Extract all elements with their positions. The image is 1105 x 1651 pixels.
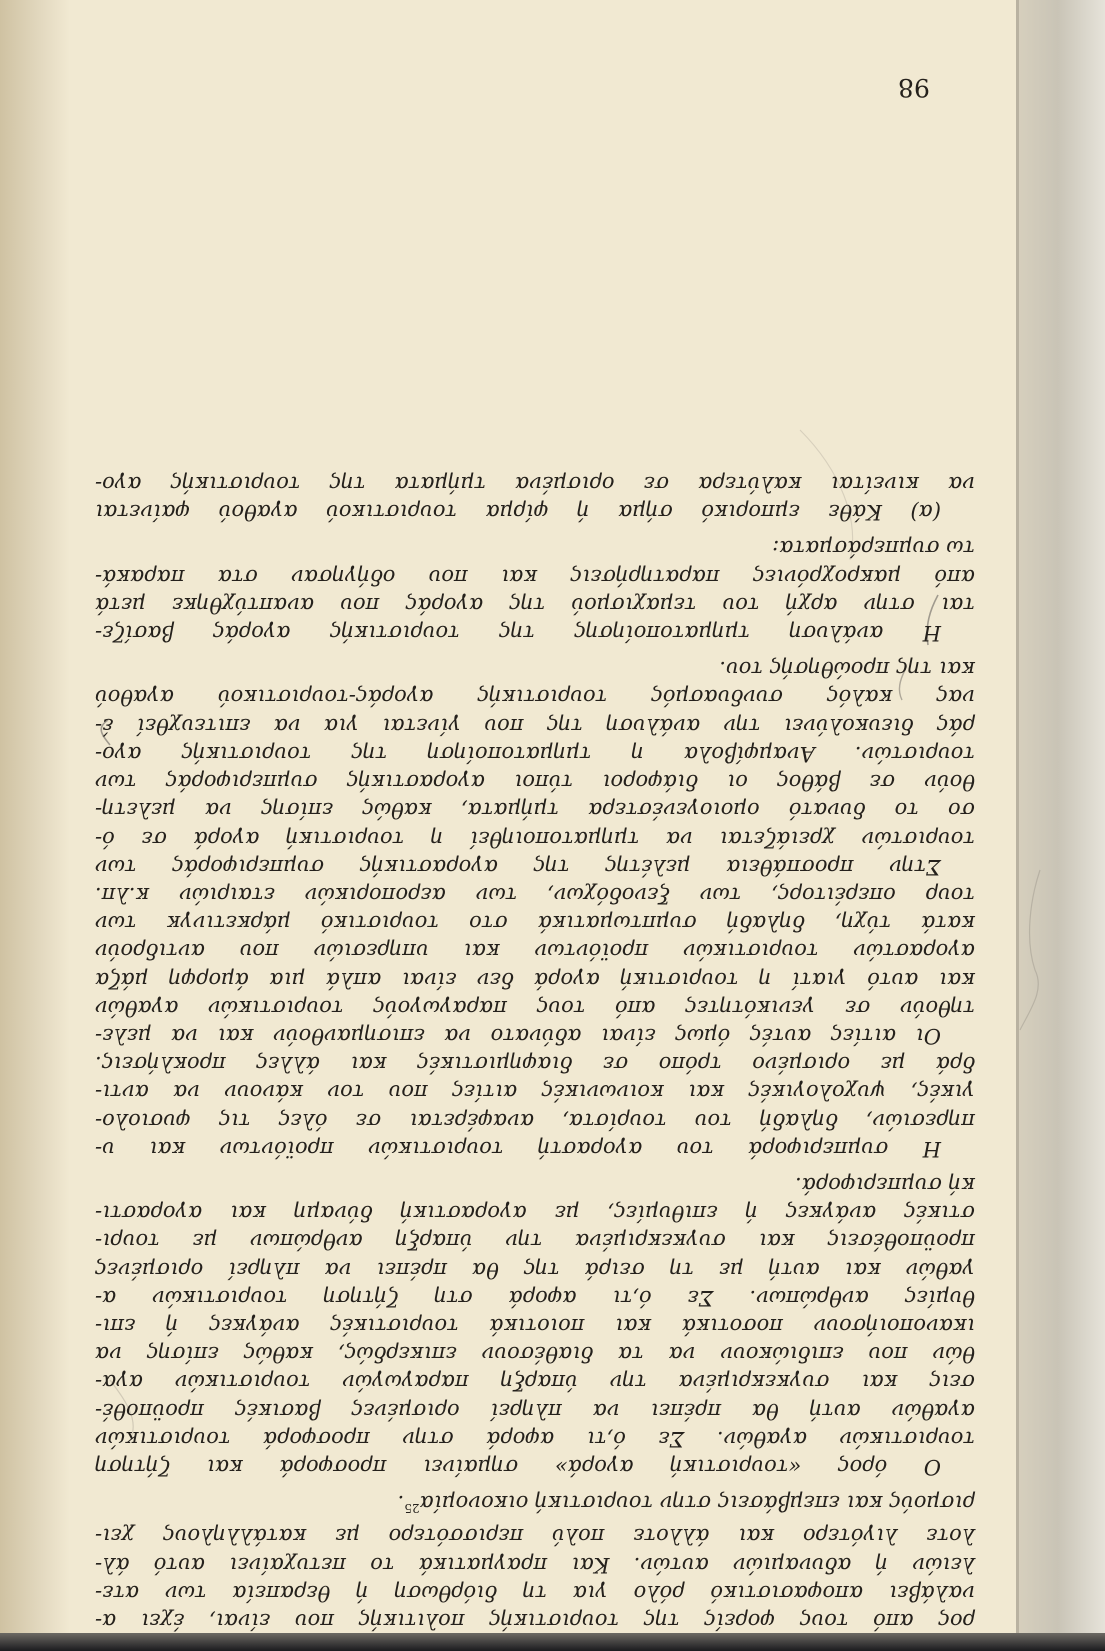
text-line-content: ρος από τους φορείς της τουριστικής πολιτικής που είναι, έχει α- [95, 1609, 975, 1633]
text-line [95, 994, 975, 1022]
text-line-content: τουρ οπερέιτορς, των ξενοδόχων, των αεροπορικών εταιριών κ.λπ. [95, 882, 975, 907]
text-line [95, 1579, 975, 1607]
text-line [95, 534, 975, 562]
text-line [95, 498, 975, 526]
text-line [95, 1135, 975, 1163]
text-line [95, 1340, 975, 1368]
text-line [95, 655, 975, 683]
text-line [95, 683, 975, 711]
text-line-content: στικές ανάγκες ή επιθυμίες, με αγοραστική δύναμη και αγοραστι- [95, 1201, 975, 1226]
text-line-content: γαθών και αυτή με τη σειρά της θα πρέπει να πληρεί ορισμένες [95, 1257, 975, 1282]
text-line [95, 881, 975, 909]
text-line-content: νας καλός συνδυασμός τουριστικής αγοράς-τουριστικού αγαθού [95, 685, 975, 710]
text-line [95, 824, 975, 852]
text-line [95, 1607, 975, 1635]
text-line-content: τουριστών. Αναμφίβολα η τμηματοποίηση της τουριστικής αγο- [95, 741, 975, 766]
text-line [95, 1227, 975, 1255]
text-line-content: τουριστικών αγαθών. Σε ό,τι αφορά στην προσφορά τουριστικών [95, 1426, 975, 1451]
text-line [95, 470, 975, 498]
text-line-content: ράς διευκολύνει την ανάλυση της που γίνεται για να επιτευχθεί έ- [95, 713, 975, 738]
text-line [95, 1106, 975, 1134]
body-text [95, 80, 975, 1635]
scan-background-border [0, 1633, 1105, 1651]
text-line [95, 1050, 975, 1078]
text-line [95, 740, 975, 768]
text-line-content: θυμίες ανθρώπων. Σε ό,τι αφορά στη ζήτηση τουριστικών α- [95, 1285, 975, 1310]
stacked-page-edges [1019, 0, 1105, 1651]
text-line-content: σο το δυνατό ομοιογενέστερα τμήματα, καθώς επίσης να μελετη- [95, 798, 975, 823]
text-line-content: θών που επιδιώκουν να τα διαθέσουν επικερδώς, καθώς επίσης να [95, 1342, 975, 1367]
text-line-content: Η συμπεριφορά του αγοραστή τουριστικών προϊόντων και υ- [95, 1136, 941, 1161]
text-line-content: και της προώθησής του. [719, 657, 975, 682]
text-line [95, 1453, 975, 1481]
text-line-content: κατά τύχη, δηλαδή συμπτωματικά στο τουριστικό μάρκετινγκ των [95, 911, 975, 936]
paragraph-gap [95, 647, 975, 655]
paragraph-gap [95, 1163, 975, 1171]
text-line-content: αγαθών αυτή θα πρέπει να πληρεί ορισμένες βασικές προϋποθέ- [95, 1398, 975, 1423]
text-line-content: και αυτό γιατί η τουριστική αγορά δεν είναι απλά μια άμορφη μάζα [95, 967, 975, 992]
text-line-content: (α) Κάθε εμπορικό σήμα ή φίρμα τουριστικού αγαθού φαίνεται [95, 500, 941, 525]
paragraph-gap [95, 1481, 975, 1489]
text-line [95, 937, 975, 965]
text-line [95, 1425, 975, 1453]
text-line-content: λοτε λιγότερο και άλλοτε πολύ περισσότερο με κατάλληλους χει- [95, 1524, 975, 1549]
text-line-content: ναλάβει αποφασιστικό ρόλο για τη διόρθωση ή θεραπεία των ατε- [95, 1580, 975, 1605]
text-line-content: τουριστών χρειάζεται να τμηματοποιηθεί η τουριστική αγορά σε ό- [95, 826, 975, 851]
text-line-content: Ο όρος «τουριστική αγορά» σημαίνει προσφορά και ζήτηση [95, 1454, 941, 1479]
page-number: 98 [898, 73, 930, 102]
text-line [95, 1199, 975, 1227]
text-line [95, 1255, 975, 1283]
text-line [95, 1078, 975, 1106]
text-line [95, 1396, 975, 1424]
text-line [95, 1522, 975, 1550]
text-line-content: λειών ή αδυναμιών αυτών. Και πραγματικά το πετυχαίνει αυτό άλ- [95, 1552, 975, 1577]
text-line [95, 1368, 975, 1396]
text-line-content: δρά με ορισμένο τρόπο σε διαφημιστικές και άλλες προκλήσεις. [95, 1052, 975, 1077]
text-line-content: αγοραστών τουριστικών προϊόντων και υπηρεσιών που αντιδρούν [95, 939, 975, 964]
text-line [95, 1312, 975, 1340]
text-line [95, 909, 975, 937]
text-line-content: πηρεσιών, δηλαδή του τουρίστα, αναφέρεται σε όλες τις φυσιολο- [95, 1108, 975, 1133]
text-line-content: από μακροχρόνιες παρατηρήσεις και που οδήγησαν στα παρακά- [95, 564, 975, 589]
text-line-content: τηθούν σε γενικότητες από τους παραγωγούς τουριστικών αγαθών [95, 995, 975, 1020]
text-line-content: σεις και συγκεκριμένα την ύπαρξη παραγωγών τουριστικών αγα- [95, 1370, 975, 1395]
text-line-content: Η ανάλυση τμηματοποίησης της τουριστικής αγοράς βασίζε- [95, 621, 941, 646]
text-line [95, 965, 975, 993]
book-spine-shadow [0, 0, 70, 1651]
text-line-content: Στην προσπάθεια μελέτης της αγοραστικής συμπεριφοράς των [95, 854, 941, 879]
text-line [95, 619, 975, 647]
text-line-content: γικές, ψυχολογικές και κοινωνικές αιτίες που τον κάνουν να αντι- [95, 1080, 975, 1105]
text-line-content: ρισμούς και επεμβάσεις στην τουριστική οικονομία [419, 1491, 975, 1516]
paragraph-gap [95, 526, 975, 534]
text-line [95, 1550, 975, 1578]
text-line-content: ικανοποιήσουν ποσοτικά και ποιοτικά τουριστικές ανάγκες ή επι- [95, 1313, 975, 1338]
footnote-reference: 25 [404, 1501, 420, 1516]
text-line-content: κή συμπεριφορά. [795, 1172, 975, 1197]
text-line [95, 796, 975, 824]
text-line-content: Οι αιτίες αυτές όμως είναι αδύνατο να επισημανθούν και να μελε- [95, 1023, 941, 1048]
text-line [95, 1022, 975, 1050]
text-line-content: προϋποθέσεις και συγκεκριμένα την ύπαρξη ανθρώπων με τουρι- [95, 1229, 975, 1254]
text-line: ρισμούς και επεμβάσεις στην τουριστική οικονομία$^{25}$. [397, 1491, 975, 1516]
text-line [95, 768, 975, 796]
text-line [95, 853, 975, 881]
text-line [95, 1171, 975, 1199]
text-line [95, 591, 975, 619]
text-line-content: τω συμπεράσματα: [772, 536, 975, 561]
text-line [95, 562, 975, 590]
text-line [95, 1284, 975, 1312]
text-line-content: ται στην αρχή του τεμαχισμού της αγοράς που αναπτύχθηκε μετά [95, 592, 975, 617]
text-line-content: θούν σε βάθος οι διάφοροι τύποι αγοραστικής συμπεριφοράς των [95, 770, 975, 795]
text-line [95, 712, 975, 740]
text-line-content: να κινείται καλύτερα σε ορισμένα τμήματα της τουριστικής αγο- [95, 472, 975, 497]
